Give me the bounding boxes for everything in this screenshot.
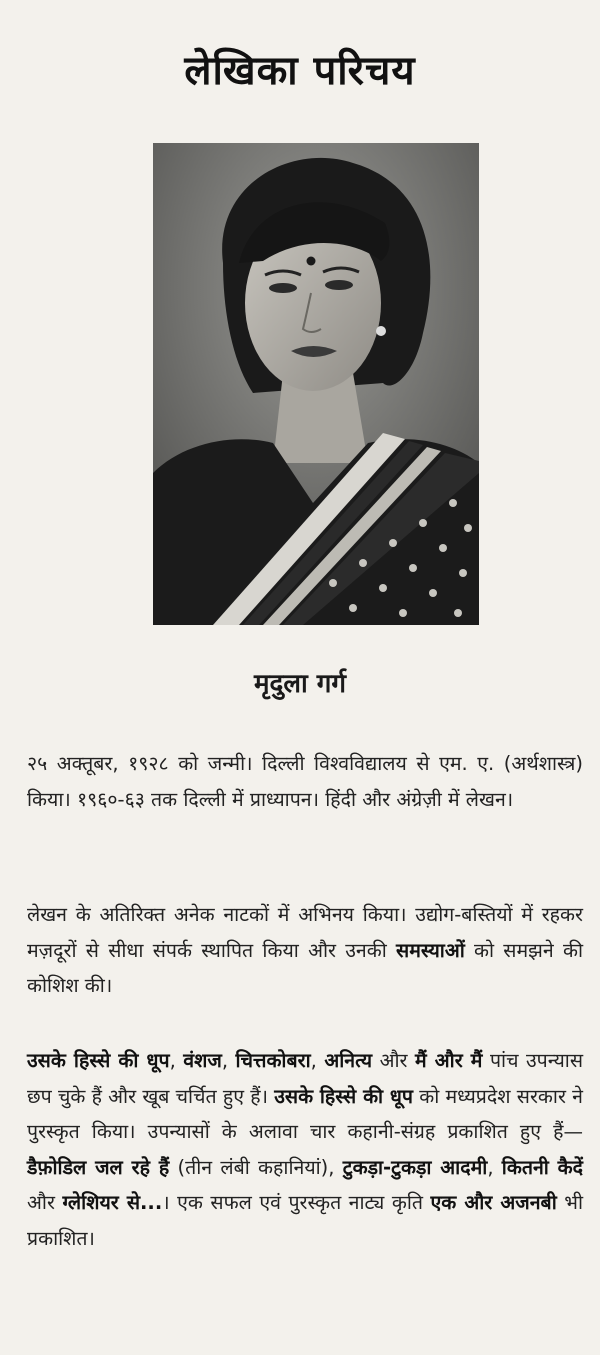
bio-paragraph-3: [27, 1043, 583, 1256]
body-text: पांच उपन्यास छप चुके हैं और खूब चर्चित हुए हैं।: [27, 1049, 584, 1108]
body-text: २५ अक्तूबर, १९२८ को जन्मी। दिल्ली विश्वविद्यालय से एम. ए. (अर्थशास्त्र) किया। १९६०-६३ तक दिल्ली में प्राध्यापन। हिंदी और अंग्रेज़ी में लेखन।: [27, 752, 583, 811]
author-name: मृदुला गर्ग: [253, 669, 347, 699]
author-portrait-photo: [153, 143, 479, 625]
body-text: और: [372, 1049, 416, 1072]
work-title-text: समस्याओं: [396, 938, 465, 962]
body-text: लेखन के अतिरिक्त अनेक नाटकों में अभिनय किया। उद्योग-बस्तियों में रहकर मज़दूरों से सीधा संपर्क स्थापित किया और उनकी: [27, 903, 583, 962]
work-title-text: उसके हिस्से की धूप: [27, 1049, 170, 1072]
work-title-text: चित्तकोबरा: [235, 1049, 311, 1072]
work-title-text: कितनी कैदें: [501, 1155, 584, 1179]
bio-paragraph-1: [27, 746, 583, 817]
work-title-text: टुकड़ा-टुकड़ा आदमी: [342, 1155, 488, 1179]
work-title-text: वंशज: [183, 1049, 222, 1072]
bio-paragraph-2: [27, 897, 583, 1004]
body-text: ,: [221, 1049, 236, 1072]
work-title-text: डैफ़ोडिल जल रहे हैं: [27, 1155, 170, 1179]
body-text: और: [27, 1191, 63, 1214]
body-text: ,: [310, 1049, 325, 1072]
body-text: ,: [169, 1049, 184, 1072]
body-text: । एक सफल एवं पुरस्कृत नाट्य कृति: [162, 1191, 431, 1214]
work-title-text: उसके हिस्से की धूप: [274, 1084, 413, 1108]
page-title: लेखिका परिचय: [184, 47, 416, 94]
work-title-text: अनित्य: [324, 1049, 373, 1072]
body-text: को समझने की कोशिश की।: [27, 938, 583, 997]
work-title-text: ग्लेशियर से...: [62, 1191, 163, 1214]
work-title-text: मैं और मैं: [415, 1049, 483, 1072]
body-text: ,: [487, 1155, 502, 1179]
body-text: को मध्यप्रदेश सरकार ने पुरस्कृत किया। उपन्यासों के अलावा चार कहानी-संग्रह प्रकाशित हुए हैं—: [27, 1084, 583, 1143]
body-text: (तीन लंबी कहानियां),: [169, 1155, 343, 1179]
work-title-text: एक और अजनबी: [430, 1191, 557, 1214]
body-text: भी प्रकाशित।: [27, 1191, 584, 1250]
